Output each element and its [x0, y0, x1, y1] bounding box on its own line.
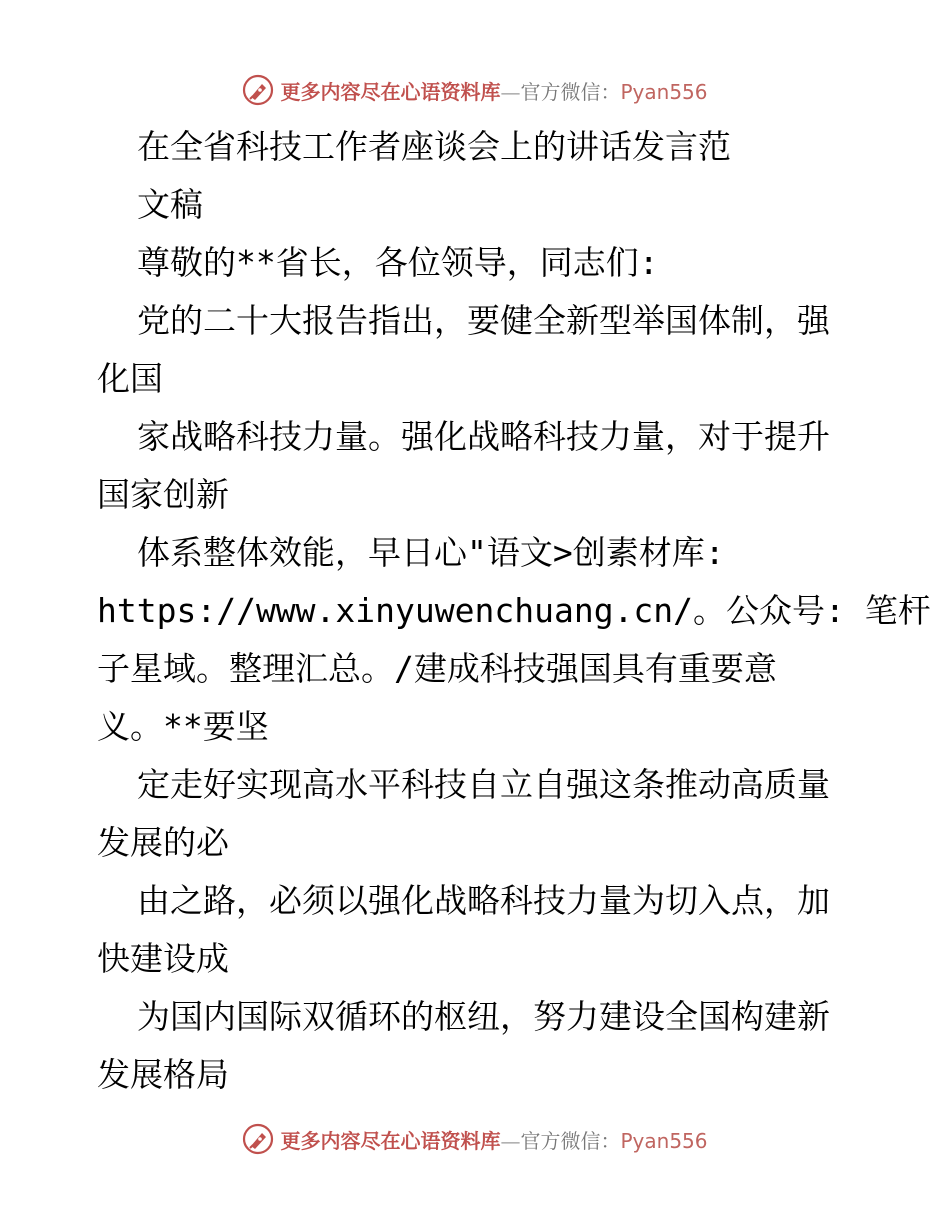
watermark-header — [0, 70, 950, 110]
text-line: 尊敬的**省长，各位领导，同志们: — [137, 243, 659, 282]
text-line: 为国内国际双循环的枢纽，努力建设全国构建新 — [137, 997, 830, 1036]
text-line: 国家创新 — [97, 475, 229, 514]
text-line: 体系整体效能，早日心"语文>创素材库: — [137, 533, 725, 572]
text-line: 文稿 — [137, 185, 203, 224]
watermark-dash: — — [500, 79, 521, 104]
text-line: 子星域。整理汇总。/建成科技强国具有重要意 — [97, 649, 777, 688]
watermark-text — [280, 1125, 707, 1154]
text-line: https://www.xinyuwenchuang.cn/。公众号: 笔杆 — [97, 591, 931, 630]
watermark-wechat-label: 官方微信： — [520, 1128, 621, 1153]
watermark-site-text: 更多内容尽在心语资料库 — [280, 79, 501, 104]
watermark-site-text: 更多内容尽在心语资料库 — [280, 1128, 501, 1153]
text-line: 由之路，必须以强化战略科技力量为切入点，加 — [137, 881, 830, 920]
text-line: 在全省科技工作者座谈会上的讲话发言范 — [137, 127, 731, 166]
text-line: 党的二十大报告指出，要健全新型举国体制，强 — [137, 301, 830, 340]
text-line: 发展的必 — [97, 823, 229, 862]
watermark-text — [280, 76, 707, 105]
watermark-wechat-label: 官方微信： — [520, 79, 621, 104]
text-line: 义。**要坚 — [97, 707, 269, 746]
pen-nib-icon — [242, 74, 274, 106]
watermark-dash: — — [500, 1128, 521, 1153]
text-line: 发展格局 — [97, 1055, 229, 1094]
text-line: 化国 — [97, 359, 163, 398]
watermark-wechat-id: Pyan556 — [620, 79, 708, 104]
document-body — [97, 118, 931, 1104]
text-line: 快建设成 — [97, 939, 229, 978]
text-line: 定走好实现高水平科技自立自强这条推动高质量 — [137, 765, 830, 804]
pen-nib-icon — [242, 1123, 274, 1155]
text-line: 家战略科技力量。强化战略科技力量，对于提升 — [137, 417, 830, 456]
watermark-wechat-id: Pyan556 — [620, 1128, 708, 1153]
watermark-footer — [0, 1119, 950, 1159]
